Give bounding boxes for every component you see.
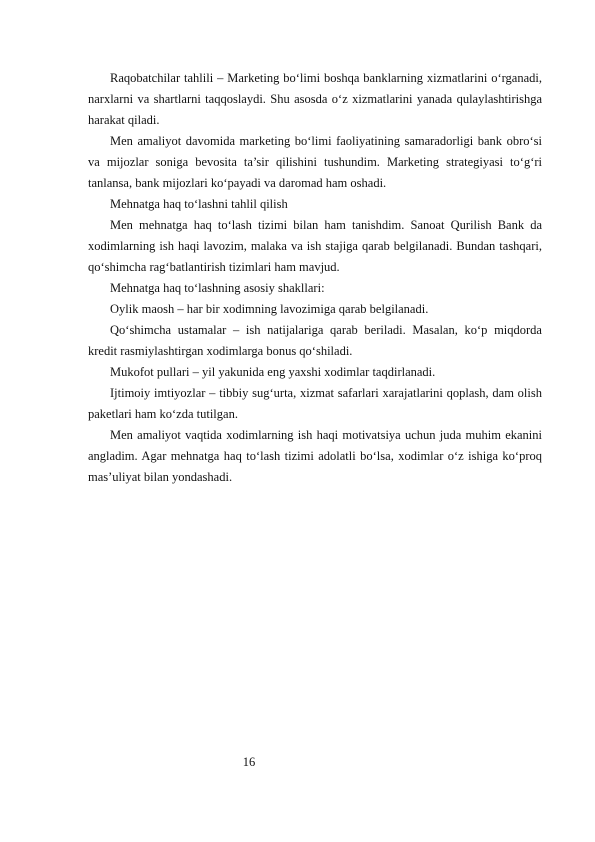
page-number: 16: [242, 755, 256, 769]
paragraph-payroll-conclusion: Men amaliyot vaqtida xodimlarning ish haqi motivatsiya uchun juda muhim ekanini angladim. Agar mehnatga haq to‘lash tizimi adolatli bo‘lsa, xodimlar o‘z ishiga ko‘proq mas’uliyat bilan yondashadi.: [88, 428, 542, 484]
body-text: [88, 68, 542, 488]
paragraph-additional-bonuses: Qo‘shimcha ustamalar – ish natijalariga qarab beriladi. Masalan, ko‘p miqdorda kredit rasmiylashtirgan xodimlarga bonus qo‘shiladi.: [88, 323, 542, 358]
paragraph-payroll-forms-intro: Mehnatga haq to‘lashning asosiy shakllari:: [110, 281, 325, 295]
paragraph-marketing-conclusion: Men amaliyot davomida marketing bo‘limi faoliyatining samaradorligi bank obro‘si va mijozlar soniga bevosita ta’sir qilishini tushundim. Marketing strategiyasi to‘g‘ri tanlansa, bank mijozlari ko‘payadi va daromad ham oshadi.: [88, 134, 542, 190]
paragraph-award-payments: Mukofot pullari – yil yakunida eng yaxshi xodimlar taqdirlanadi.: [110, 365, 436, 379]
paragraph-payroll-system: Men mehnatga haq to‘lash tizimi bilan ham tanishdim. Sanoat Qurilish Bank da xodimlarning ish haqi lavozim, malaka va ish stajiga qarab belgilanadi. Bundan tashqari, qo‘shimcha rag‘batlantirish tizimlari ham mavjud.: [88, 218, 542, 274]
paragraph-competitor-analysis: Raqobatchilar tahlili – Marketing bo‘limi boshqa banklarning xizmatlarini o‘rganadi, narxlarni va shartlarni taqqoslaydi. Shu asosda o‘z xizmatlarini yanada qulaylashtirishga harakat qiladi.: [88, 71, 542, 127]
paragraph-monthly-salary: Oylik maosh – har bir xodimning lavozimiga qarab belgilanadi.: [110, 302, 429, 316]
section-heading-payroll-analysis: Mehnatga haq to‘lashni tahlil qilish: [110, 197, 288, 211]
paragraph-social-benefits: Ijtimoiy imtiyozlar – tibbiy sug‘urta, xizmat safarlari xarajatlarini qoplash, dam olish paketlari ham ko‘zda tutilgan.: [88, 386, 542, 421]
